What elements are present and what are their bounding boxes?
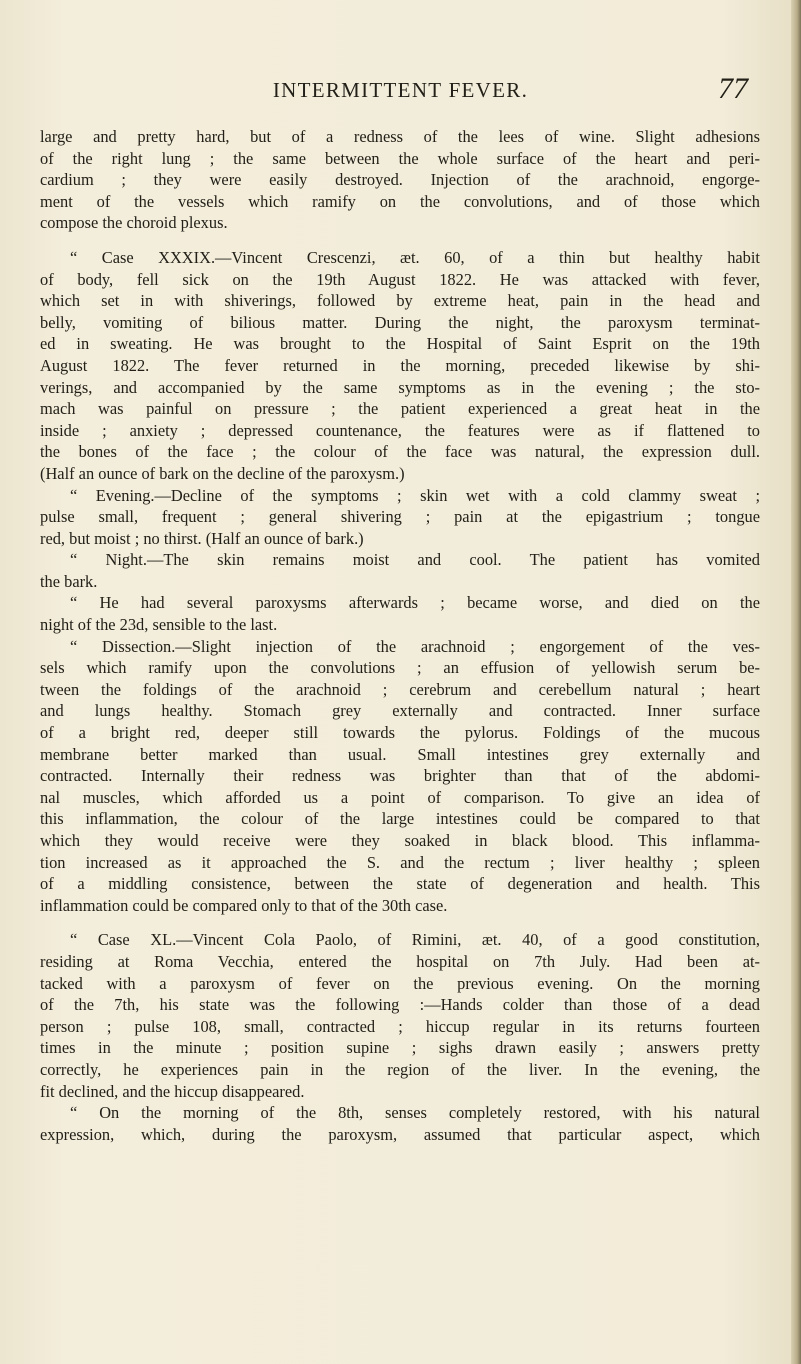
text-line: the bones of the face ; the colour of the face was natural, the expression dull. — [40, 442, 760, 462]
text-line: which they would receive were they soaked in black blood. This inflamma- — [40, 831, 760, 850]
text-line: tion increased as it approached the S. and the rectum ; liver healthy ; spleen — [40, 852, 760, 872]
text-line: contracted. Internally their redness was brighter than that of the abdomi- — [40, 766, 760, 786]
page-number: 77 — [718, 72, 748, 105]
text-line: pulse small, frequent ; general shivering ; pain at the epigastrium ; tongue — [40, 507, 760, 527]
text-line: of a bright red, deeper still towards the pylorus. Foldings of the mucous — [40, 723, 760, 743]
text-line: of the right lung ; the same between the whole surface of the heart and peri- — [40, 148, 760, 168]
text-line: of a middling consistence, between the state of degeneration and health. This — [40, 874, 760, 894]
paragraph-gap — [40, 916, 760, 929]
text-line: “ On the morning of the 8th, senses completely restored, with his natural — [70, 1103, 760, 1123]
text-line: August 1822. The fever returned in the morning, preceded likewise by shi- — [40, 355, 760, 375]
text-line: residing at Roma Vecchia, entered the hospital on 7th July. Had been at- — [40, 951, 760, 971]
text-line: this inflammation, the colour of the large intestines could be compared to that — [40, 809, 760, 829]
text-line: which set in with shiverings, followed by extreme heat, pain in the head and — [40, 291, 760, 311]
text-line: belly, vomiting of bilious matter. During the night, the paroxysm terminat- — [40, 312, 760, 332]
text-line: inside ; anxiety ; depressed countenance, the features were as if flattened to — [40, 420, 760, 440]
text-line: the bark. — [40, 571, 98, 591]
body-text — [40, 126, 760, 1145]
text-line: (Half an ounce of bark on the decline of the paroxysm.) — [40, 463, 405, 483]
text-line: expression, which, during the paroxysm, assumed that particular aspect, which — [40, 1124, 760, 1144]
page-header — [0, 72, 801, 112]
text-line: tacked with a paroxysm of fever on the previous evening. On the morning — [40, 973, 760, 993]
text-line: “ Night.—The skin remains moist and cool. The patient has vomited — [70, 550, 760, 570]
text-line: large and pretty hard, but of a redness of the lees of wine. Slight adhesions — [40, 127, 760, 146]
text-line: of the 7th, his state was the following :—Hands colder than those of a dead — [40, 995, 760, 1015]
text-line: person ; pulse 108, small, contracted ; hiccup regular in its returns fourteen — [40, 1016, 760, 1036]
text-line: verings, and accompanied by the same symptoms as in the evening ; the sto- — [40, 377, 760, 397]
text-line: night of the 23d, sensible to the last. — [40, 615, 278, 635]
text-line: ment of the vessels which ramify on the convolutions, and of those which — [40, 191, 760, 211]
text-line: correctly, he experiences pain in the region of the liver. In the evening, the — [40, 1059, 760, 1079]
text-line: red, but moist ; no thirst. (Half an ounce of bark.) — [40, 528, 364, 548]
text-line: compose the choroid plexus. — [40, 213, 228, 233]
text-line: membrane better marked than usual. Small intestines grey externally and — [40, 744, 760, 764]
text-line: “ Evening.—Decline of the symptoms ; skin wet with a cold clammy sweat ; — [70, 485, 760, 505]
text-line: sels which ramify upon the convolutions ; an effusion of yellowish serum be- — [40, 658, 760, 678]
text-line: tween the foldings of the arachnoid ; cerebrum and cerebellum natural ; heart — [40, 679, 760, 699]
text-line: “ Case XXXIX.—Vincent Crescenzi, æt. 60, of a thin but healthy habit — [70, 247, 760, 267]
text-line: “ Dissection.—Slight injection of the arachnoid ; engorgement of the ves- — [70, 636, 760, 656]
text-line: nal muscles, which afforded us a point of comparison. To give an idea of — [40, 787, 760, 807]
text-line: “ He had several paroxysms afterwards ; became worse, and died on the — [70, 593, 760, 613]
paragraph-gap — [40, 234, 760, 247]
text-line: “ Case XL.—Vincent Cola Paolo, of Rimini, æt. 40, of a good constitution, — [70, 930, 760, 950]
text-line: cardium ; they were easily destroyed. Injection of the arachnoid, engorge- — [40, 170, 760, 190]
text-line: of body, fell sick on the 19th August 1822. He was attacked with fever, — [40, 269, 760, 289]
page-edge — [791, 0, 801, 1364]
text-line: times in the minute ; position supine ; sighs drawn easily ; answers pretty — [40, 1038, 760, 1058]
text-line: inflammation could be compared only to that of the 30th case. — [40, 895, 448, 915]
text-line: and lungs healthy. Stomach grey externally and contracted. Inner surface — [40, 701, 760, 721]
text-line: ed in sweating. He was brought to the Hospital of Saint Esprit on the 19th — [40, 334, 760, 354]
text-line: fit declined, and the hiccup disappeared. — [40, 1081, 305, 1101]
text-line: mach was painful on pressure ; the patient experienced a great heat in the — [40, 399, 760, 419]
running-title: INTERMITTENT FEVER. — [272, 78, 529, 102]
